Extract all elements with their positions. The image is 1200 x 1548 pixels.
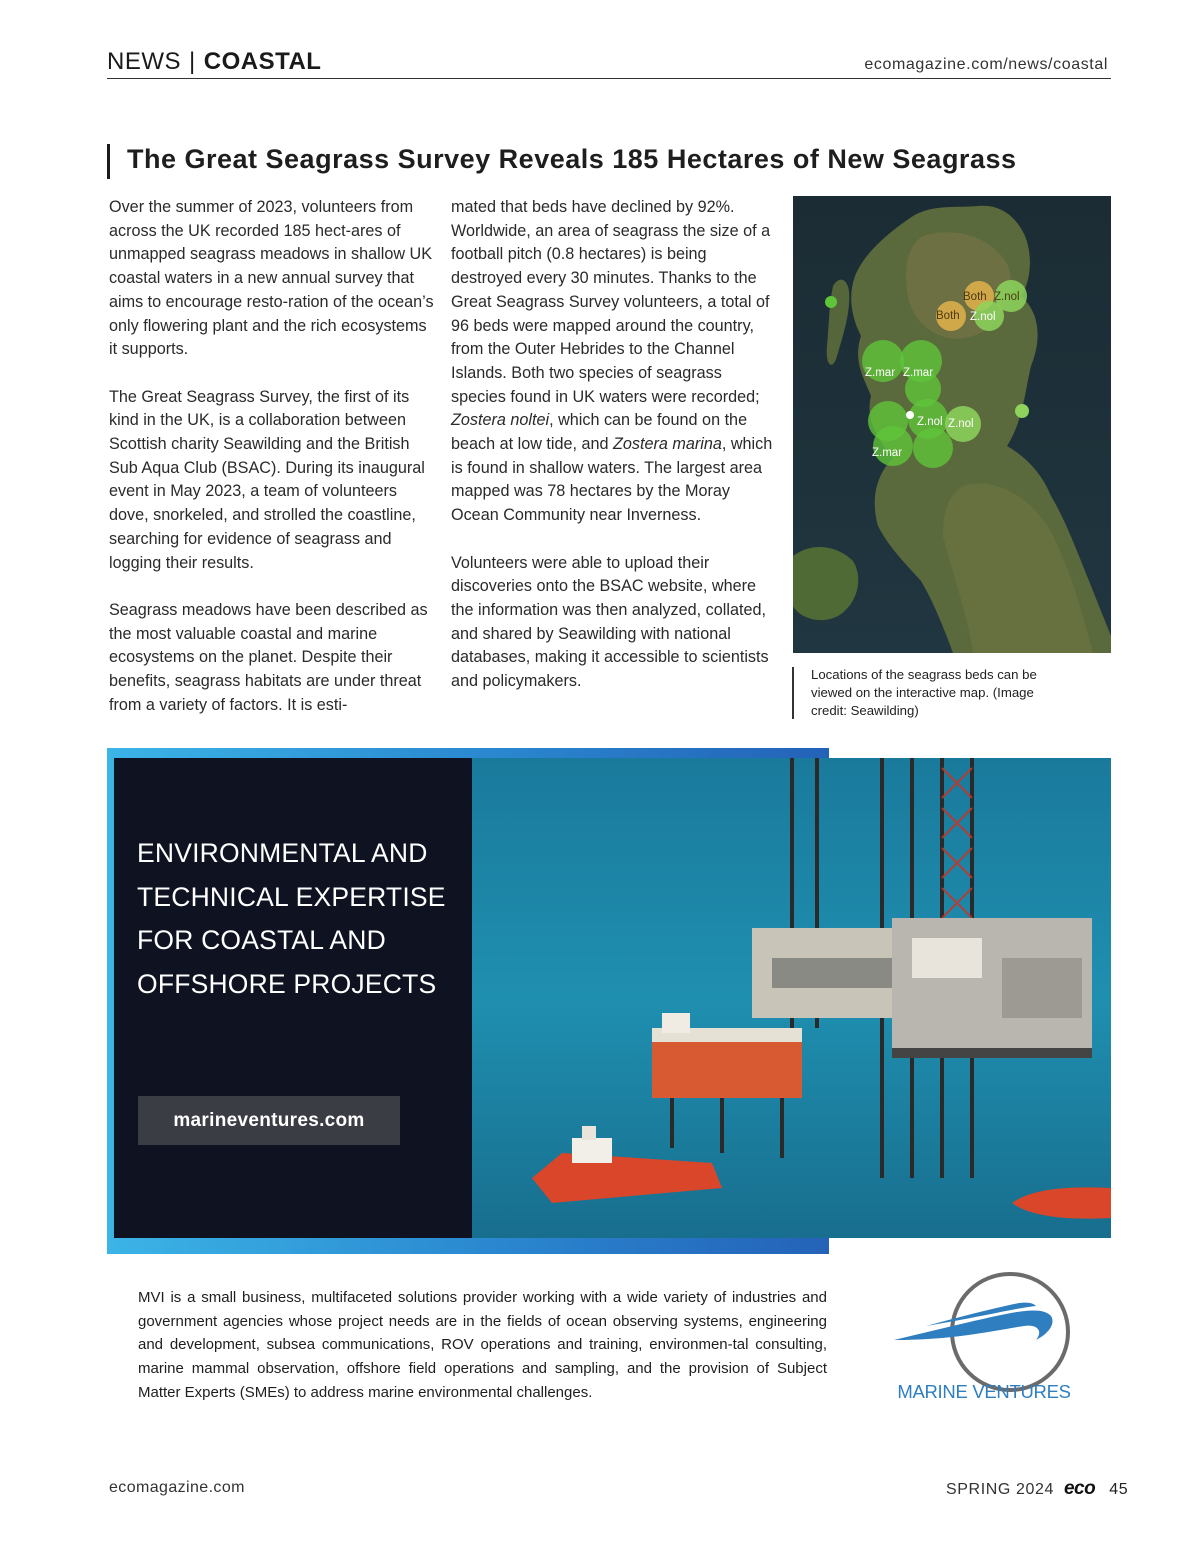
map-label: Z.mar (865, 367, 896, 379)
title-accent-bar (107, 144, 110, 179)
issue-label: SPRING 2024 (946, 1481, 1054, 1498)
section-label: NEWS (107, 48, 181, 75)
text-run: , which can be found on the beach at low tide, and (451, 411, 748, 454)
article-column-2 (451, 196, 781, 717)
map-marker (873, 426, 913, 466)
header-url: ecomagazine.com/news/coastal (864, 56, 1108, 73)
section-header (107, 48, 321, 76)
map-marker (825, 296, 837, 308)
ad-url-button[interactable]: marineventures.com (138, 1096, 400, 1145)
paragraph: Seagrass meadows have been described as the most valuable coastal and marine ecosystems on the planet. Despite their benefits, seagrass habitats are under threat from a variety of factors. It is esti- (109, 600, 428, 714)
species-name: Zostera marina (613, 435, 722, 454)
seagrass-map-image (793, 196, 1111, 653)
eco-brand: eco (1063, 1478, 1096, 1499)
map-marker (1015, 404, 1029, 418)
rig-modules (772, 958, 892, 988)
paragraph: Over the summer of 2023, volunteers from across the UK recorded 185 hect-ares of unmapped seagrass meadows in shallow UK coastal waters in a new annual survey that aims to encourage resto-ration of the ocean’s only flowering plant and the rich ecosystems it supports. (109, 198, 434, 359)
rig-equipment (1002, 958, 1082, 1018)
map-label: Z.nol (948, 418, 974, 430)
image-caption: Locations of the seagrass beds can be viewed on the interactive map. (Image credit: Seawilding) (811, 667, 1037, 718)
header-rule (107, 78, 1111, 79)
offshore-rig-photo (472, 758, 1111, 1238)
text-run: mated that beds have declined by 92%. Worldwide, an area of seagrass the size of a football pitch (0.8 hectares) is being destroyed every 30 minutes. Thanks to the Great Seagrass Survey volunteers, a total of 96 beds were mapped around the country, from the Outer Hebrides to the Channel Islands. Both two species of seagrass species found in UK waters were recorded; (451, 198, 771, 406)
rig-deck-edge (892, 1048, 1092, 1058)
text-run: , which is found in shallow waters. The largest area mapped was 78 hectares by the Moray Ocean Community near Inverness. (451, 435, 773, 525)
page-number: 45 (1109, 1481, 1129, 1498)
section-separator: | (189, 48, 196, 75)
species-name: Zostera noltei (451, 411, 550, 430)
map-label: Z.nol (917, 416, 943, 428)
footer-site[interactable]: ecomagazine.com (109, 1479, 245, 1496)
article-title: The Great Seagrass Survey Reveals 185 Hectares of New Seagrass (127, 144, 1017, 174)
subsection-label: COASTAL (203, 48, 322, 75)
paragraph (451, 196, 781, 528)
map-label: Z.nol (994, 291, 1020, 303)
footer-issue (946, 1478, 1128, 1500)
ad-description: MVI is a small business, multifaceted solutions provider working with a wide variety of industries and government agencies whose project needs are in the fields of ocean observing systems, engineering and development, subsea communications, ROV operations and training, environmen-tal consulting, marine mammal observation, offshore field operations and sampling, and the provision of Subject Matter Experts (SMEs) to address marine environmental challenges. (138, 1289, 827, 1401)
ad-headline: ENVIRONMENTAL AND TECHNICAL EXPERTISE FOR COASTAL AND OFFSHORE PROJECTS (137, 838, 446, 999)
article-column-1 (109, 196, 439, 741)
caption-bar (792, 667, 794, 719)
map-marker-selected (906, 411, 914, 419)
jackup-cabin (662, 1013, 690, 1033)
logo-text: MARINE VENTURES (897, 1381, 1071, 1402)
paragraph: Volunteers were able to upload their discoveries onto the BSAC website, where the information was then analyzed, collated, and shared by Seawilding with national databases, making it accessible to scientists and policymakers. (451, 553, 769, 691)
map-label: Both (936, 310, 960, 322)
map-marker (913, 428, 953, 468)
paragraph: The Great Seagrass Survey, the first of its kind in the UK, is a collaboration between Scottish charity Seawilding and the British Sub Aqua Club (BSAC). During its inaugural event in May 2023, a team of volunteers dove, snorkeled, and strolled the coastline, searching for evidence of seagrass and logging their results. (109, 387, 425, 572)
jackup-hull (652, 1038, 802, 1098)
rig-accommodation (912, 938, 982, 978)
supply-vessel-mast (582, 1126, 596, 1140)
marine-ventures-logo (886, 1268, 1082, 1408)
map-label: Both (963, 291, 987, 303)
map-label: Z.mar (872, 447, 903, 459)
map-label: Z.nol (970, 311, 996, 323)
supply-vessel-bridge (572, 1138, 612, 1163)
map-label: Z.mar (903, 367, 934, 379)
